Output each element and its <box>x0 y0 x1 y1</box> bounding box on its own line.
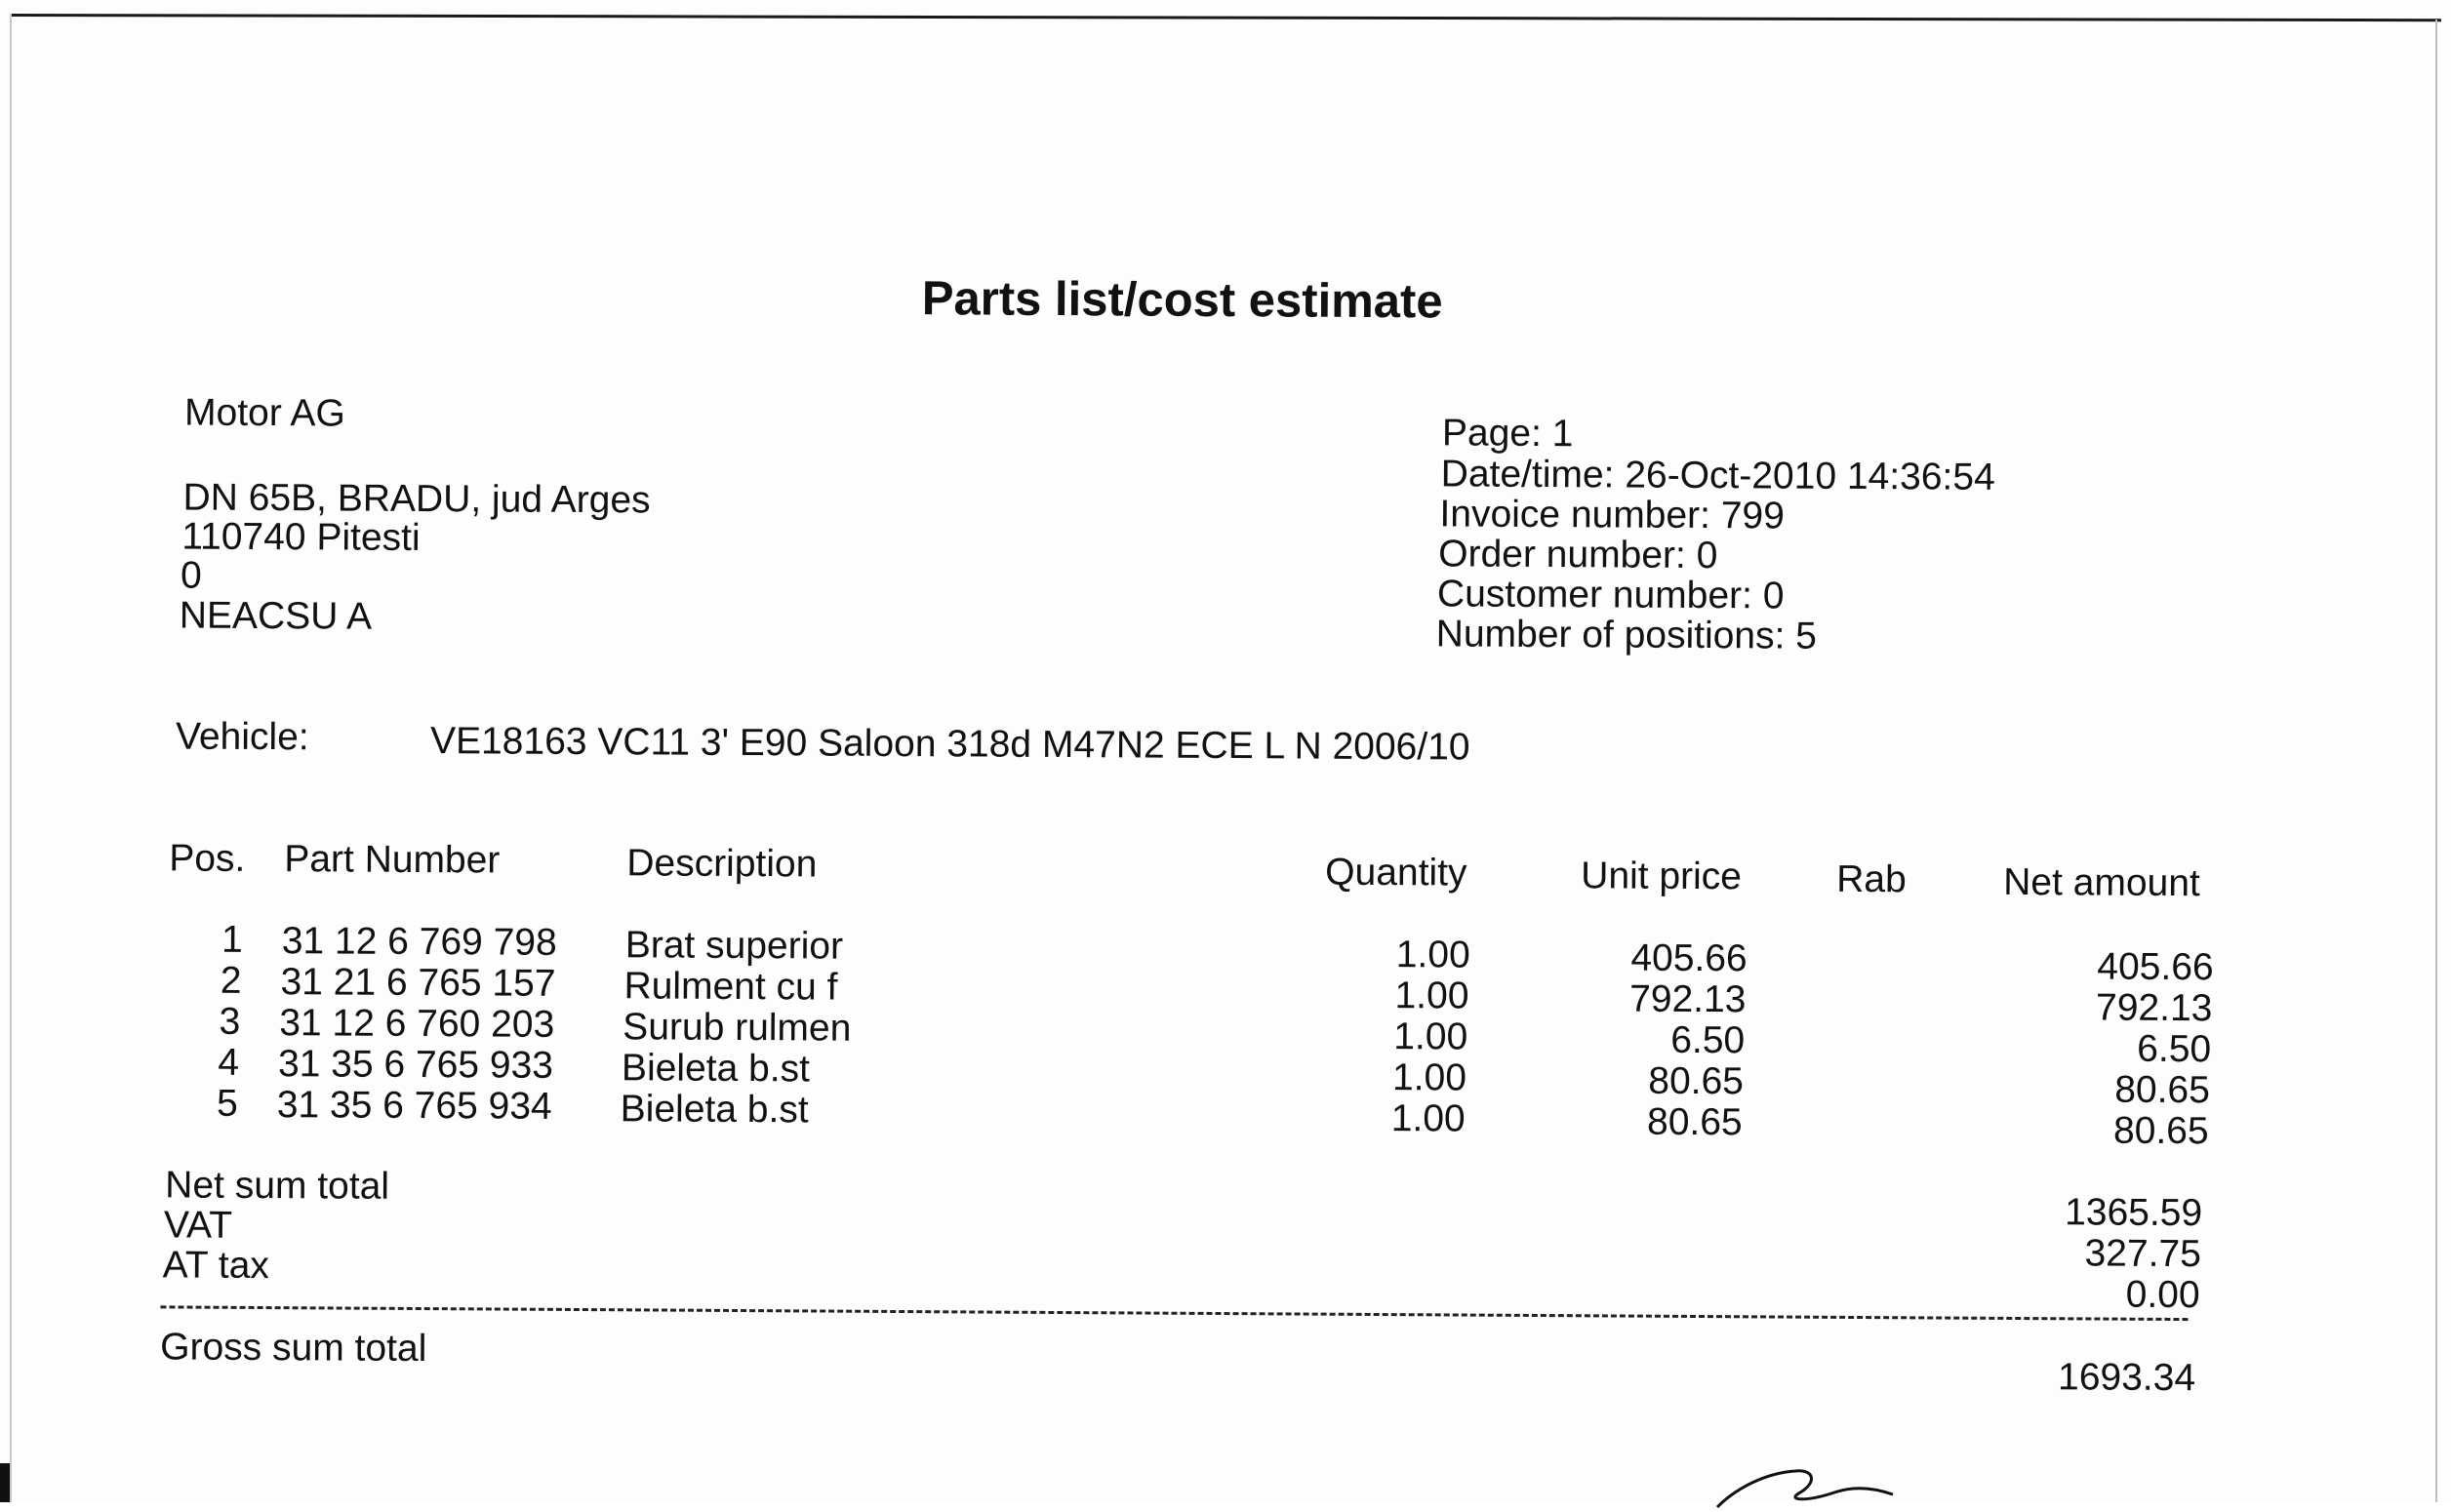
row-part-number: 31 35 6 765 934 <box>276 1084 552 1128</box>
net-sum-total-label: Net sum total <box>165 1164 390 1208</box>
meta-order-number: Order number: 0 <box>1438 533 1718 577</box>
row-pos: 3 <box>219 1000 241 1043</box>
header-net-amount: Net amount <box>2003 860 2200 905</box>
row-unit-price: 80.65 <box>1648 1059 1745 1103</box>
header-rab: Rab <box>1836 857 1907 901</box>
row-unit-price: 80.65 <box>1646 1100 1743 1144</box>
row-description: Surub rulmen <box>623 1006 852 1050</box>
row-net-amount: 405.66 <box>2097 945 2214 989</box>
row-part-number: 31 35 6 765 933 <box>277 1043 554 1087</box>
row-part-number: 31 21 6 765 157 <box>280 961 556 1005</box>
row-quantity: 1.00 <box>1390 1097 1466 1140</box>
row-description: Rulment cu f <box>623 965 838 1009</box>
header-pos: Pos. <box>169 837 246 880</box>
gross-sum-total-value: 1693.34 <box>2057 1356 2196 1400</box>
vat-value: 327.75 <box>2084 1232 2202 1276</box>
company-address-line-3: 0 <box>180 554 202 597</box>
meta-number-of-positions: Number of positions: 5 <box>1435 613 1818 657</box>
header-part-number: Part Number <box>284 838 501 882</box>
row-quantity: 1.00 <box>1393 1015 1468 1058</box>
totals-dashed-divider <box>160 1305 2188 1321</box>
at-tax-value: 0.00 <box>2125 1273 2200 1317</box>
row-unit-price: 6.50 <box>1670 1018 1746 1062</box>
meta-customer-number: Customer number: 0 <box>1436 573 1785 617</box>
company-address-line-1: DN 65B, BRADU, jud Arges <box>182 476 651 522</box>
header-unit-price: Unit price <box>1581 855 1743 898</box>
row-pos: 1 <box>221 918 243 961</box>
header-quantity: Quantity <box>1325 851 1467 895</box>
row-quantity: 1.00 <box>1391 1056 1467 1099</box>
row-quantity: 1.00 <box>1395 934 1470 976</box>
vehicle-label: Vehicle: <box>175 715 309 759</box>
row-part-number: 31 12 6 760 203 <box>279 1002 555 1046</box>
net-sum-total-value: 1365.59 <box>2065 1191 2203 1235</box>
row-net-amount: 6.50 <box>2137 1027 2212 1071</box>
row-part-number: 31 12 6 769 798 <box>281 920 557 964</box>
row-pos: 4 <box>218 1041 240 1084</box>
company-contact: NEACSU A <box>179 594 373 638</box>
meta-page: Page: 1 <box>1441 412 1574 456</box>
document-title: Parts list/cost estimate <box>921 272 1443 329</box>
row-net-amount: 792.13 <box>2095 986 2213 1030</box>
row-unit-price: 792.13 <box>1629 977 1747 1021</box>
vehicle-value: VE18163 VC11 3' E90 Saloon 318d M47N2 ECE L N 2006/10 <box>429 720 1470 769</box>
row-unit-price: 405.66 <box>1630 936 1748 980</box>
row-description: Bieleta b.st <box>620 1088 809 1132</box>
at-tax-label: AT tax <box>162 1244 269 1288</box>
meta-datetime: Date/time: 26-Oct-2010 14:36:54 <box>1440 453 1995 498</box>
company-address-line-2: 110740 Pitesti <box>181 515 421 559</box>
row-pos: 5 <box>216 1082 238 1125</box>
row-description: Brat superior <box>624 924 844 968</box>
row-net-amount: 80.65 <box>2114 1068 2211 1112</box>
meta-invoice-number: Invoice number: 799 <box>1439 493 1786 537</box>
row-quantity: 1.00 <box>1394 975 1469 1017</box>
company-name: Motor AG <box>183 391 345 435</box>
gross-sum-total-label: Gross sum total <box>160 1326 427 1371</box>
vat-label: VAT <box>163 1204 233 1247</box>
header-description: Description <box>626 842 818 886</box>
row-pos: 2 <box>220 959 242 1002</box>
signature-scribble <box>1708 1453 1903 1512</box>
row-description: Bieleta b.st <box>621 1047 811 1091</box>
row-net-amount: 80.65 <box>2112 1109 2209 1153</box>
